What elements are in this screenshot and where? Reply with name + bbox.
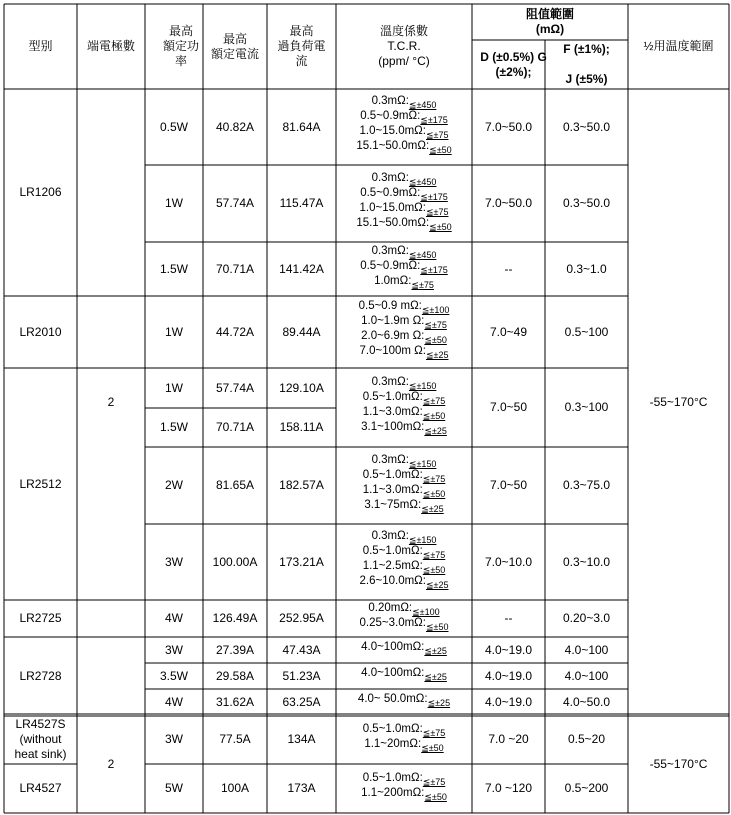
tcr-range: 15.1~50.0mΩ: xyxy=(356,140,430,152)
tcr-value: ≦±75 xyxy=(425,130,449,140)
tcr-value: ≦±25 xyxy=(425,350,449,360)
cell-overload-current: 89.44A xyxy=(282,324,321,339)
cell-range-dg: 7.0~50.0 xyxy=(484,196,533,210)
tcr-value: ≦±50 xyxy=(424,335,447,345)
model-lr2010: LR2010 xyxy=(19,324,62,339)
cell-rated-power: 1W xyxy=(165,196,183,210)
tcr-line xyxy=(363,544,446,559)
tcr-value: ≦±50 xyxy=(429,221,452,232)
tcr-range: 1.1~3.0mΩ: xyxy=(362,483,423,496)
tcr-line xyxy=(372,529,437,544)
tcr-range: 0.5~1.0mΩ: xyxy=(362,468,423,481)
tcr-line xyxy=(360,344,449,359)
header-tolerance-dg: D (±0.5%) G (±2%); xyxy=(480,49,547,79)
tcr-value: ≦±25 xyxy=(424,425,447,436)
tcr-line xyxy=(360,186,448,201)
tcr-line xyxy=(364,737,443,752)
header-max-overload: 最高 過負荷電 流 xyxy=(277,24,326,68)
tcr-value: ≦±25 xyxy=(427,697,451,708)
cell-range-dg-merged: 7.0~50 xyxy=(489,400,528,414)
tcr-range: 15.1~50.0mΩ: xyxy=(356,216,430,229)
cell-range-dg: 4.0~19.0 xyxy=(484,668,533,683)
tcr-line xyxy=(372,94,437,109)
tcr-line xyxy=(363,405,446,420)
tcr-value: ≦±75 xyxy=(411,279,434,290)
tcr-line xyxy=(361,786,447,801)
cell-range-dg: 4.0~19.0 xyxy=(484,694,533,709)
cell-range-fj: 4.0~50.0 xyxy=(562,694,611,709)
tcr-value: ≦±25 xyxy=(425,580,449,590)
cell-tcr xyxy=(336,89,472,165)
tcr-line xyxy=(372,171,437,186)
tcr-line xyxy=(372,375,437,390)
cell-rated-current: 40.82A xyxy=(215,119,255,134)
tcr-line xyxy=(363,483,446,498)
temperature-group-2: -55~170°C xyxy=(649,756,708,771)
tcr-value: ≦±50 xyxy=(422,565,446,575)
cell-overload-current: 81.64A xyxy=(282,119,321,134)
cell-overload-current: 134A xyxy=(287,732,316,746)
tcr-line xyxy=(361,640,447,655)
tcr-range: 0.5~0.9 mΩ: xyxy=(358,300,422,312)
tcr-line xyxy=(360,259,448,274)
tcr-range: 0.3mΩ: xyxy=(371,453,409,466)
tcr-value: ≦±75 xyxy=(422,776,446,787)
header-temperature-range: ½用温度範圍 xyxy=(643,39,714,53)
tcr-value: ≦±50 xyxy=(425,621,449,632)
tcr-value: ≦±150 xyxy=(408,458,437,469)
cell-rated-current: 70.71A xyxy=(215,261,255,276)
cell-range-dg: 7.0 ~20 xyxy=(488,732,529,746)
tcr-line xyxy=(363,390,446,405)
tcr-range: 0.5~1.0mΩ: xyxy=(362,545,423,557)
tcr-line xyxy=(359,299,450,314)
model-lr2728: LR2728 xyxy=(19,668,62,683)
cell-range-dg: 7.0~10.0 xyxy=(484,554,533,569)
tcr-range: 0.3mΩ: xyxy=(371,171,409,184)
model-lr2725: LR2725 xyxy=(19,611,62,625)
tcr-line xyxy=(360,616,449,631)
terminals-group-1: 2 xyxy=(107,394,115,409)
tcr-range: 0.5~0.9mΩ: xyxy=(360,110,421,122)
tcr-line xyxy=(356,216,451,231)
cell-range-dg: -- xyxy=(504,261,513,276)
tcr-value: ≦±175 xyxy=(420,264,448,275)
temperature-group-1: -55~170°C xyxy=(649,394,708,409)
tcr-range: 0.3mΩ: xyxy=(371,375,409,388)
cell-rated-power: 3.5W xyxy=(159,668,188,683)
tcr-line xyxy=(372,244,437,259)
tcr-value: ≦±75 xyxy=(422,473,446,484)
cell-rated-current: 77.5A xyxy=(219,732,251,746)
tcr-range: 4.0~100mΩ: xyxy=(361,666,425,679)
cell-rated-current: 29.58A xyxy=(215,668,255,683)
cell-range-fj: 0.3~50.0 xyxy=(562,119,611,134)
cell-range-dg: 7.0~50 xyxy=(489,478,528,492)
cell-overload-current: 173.21A xyxy=(279,554,324,569)
tcr-line xyxy=(360,574,449,589)
cell-range-fj: 4.0~100 xyxy=(564,642,609,657)
cell-rated-power: 1.5W xyxy=(159,261,188,276)
tcr-value: ≦±175 xyxy=(420,115,448,125)
cell-rated-power: 3W xyxy=(165,642,183,657)
cell-tcr xyxy=(336,637,472,663)
terminals-group-2: 2 xyxy=(107,756,115,771)
cell-tcr xyxy=(336,715,472,764)
tcr-value: ≦±100 xyxy=(421,305,450,315)
cell-rated-power: 5W xyxy=(165,781,183,795)
tcr-line xyxy=(361,666,447,681)
tcr-range: 0.5~1.0mΩ: xyxy=(362,722,423,735)
cell-range-fj: 0.5~20 xyxy=(567,732,606,746)
tcr-line xyxy=(358,692,450,707)
cell-tcr xyxy=(336,524,472,600)
cell-rated-current: 57.74A xyxy=(215,380,255,395)
tcr-line xyxy=(363,771,446,786)
tcr-line xyxy=(363,722,446,737)
tcr-value: ≦±450 xyxy=(408,176,437,187)
cell-tcr xyxy=(336,663,472,689)
cell-overload-current: 115.47A xyxy=(279,196,324,210)
cell-range-fj: 0.3~10.0 xyxy=(562,554,611,569)
header-model: 型别 xyxy=(28,39,53,53)
tcr-range: 2.0~6.9m Ω: xyxy=(361,330,425,342)
cell-rated-power: 2W xyxy=(165,478,183,492)
cell-rated-current: 100.00A xyxy=(212,554,258,569)
cell-rated-current: 27.39A xyxy=(215,642,255,657)
tcr-line xyxy=(361,314,447,329)
tcr-line xyxy=(360,201,449,216)
tcr-value: ≦±150 xyxy=(408,535,437,545)
tcr-range: 1.0mΩ: xyxy=(374,274,412,287)
header-max-power: 最高 額定功率 xyxy=(162,24,199,68)
cell-rated-current: 57.74A xyxy=(215,196,255,210)
cell-range-dg: -- xyxy=(504,611,513,625)
tcr-range: 1.1~200mΩ: xyxy=(361,786,425,799)
tcr-line xyxy=(368,601,439,616)
tcr-range: 3.1~75mΩ: xyxy=(364,498,422,511)
cell-range-fj: 0.20~3.0 xyxy=(562,611,611,625)
cell-rated-current: 81.65A xyxy=(215,478,255,492)
tcr-range: 0.25~3.0mΩ: xyxy=(359,616,426,629)
cell-tcr-merged xyxy=(336,368,472,447)
header-terminals: 端電極數 xyxy=(86,39,135,53)
model-lr2512: LR2512 xyxy=(19,476,62,491)
cell-tcr xyxy=(336,600,472,637)
tcr-value: ≦±450 xyxy=(408,249,437,260)
tcr-value: ≦±25 xyxy=(424,671,447,682)
cell-range-fj: 0.3~75.0 xyxy=(562,478,611,492)
tcr-range: 0.3mΩ: xyxy=(371,530,409,542)
tcr-value: ≦±75 xyxy=(422,550,446,560)
cell-rated-power: 1.5W xyxy=(159,420,188,434)
tcr-value: ≦±175 xyxy=(420,191,448,202)
tcr-range: 0.5~1.0mΩ: xyxy=(362,390,423,403)
tcr-value: ≦±75 xyxy=(425,206,449,217)
cell-range-dg: 7.0~50.0 xyxy=(484,119,533,134)
tcr-value: ≦±25 xyxy=(421,503,444,514)
cell-overload-current: 158.11A xyxy=(279,420,324,434)
cell-overload-current: 252.95A xyxy=(279,611,324,625)
cell-tcr xyxy=(336,165,472,242)
tcr-range: 3.1~100mΩ: xyxy=(361,420,425,433)
cell-range-fj: 0.3~50.0 xyxy=(562,196,611,210)
tcr-value: ≦±50 xyxy=(424,791,447,802)
cell-overload-current: 51.23A xyxy=(282,668,321,683)
cell-range-fj: 0.3~1.0 xyxy=(566,261,607,276)
tcr-value: ≦±50 xyxy=(422,410,446,421)
header-tcr: 溫度係數 T.C.R. (ppm/ °C) xyxy=(378,24,430,68)
tcr-value: ≦±75 xyxy=(422,395,446,406)
cell-range-fj-merged: 0.3~100 xyxy=(564,400,609,414)
tcr-range: 4.0~100mΩ: xyxy=(361,640,425,653)
model-lr4527s: LR4527S (without heat sink) xyxy=(14,717,67,761)
tcr-range: 0.5~0.9mΩ: xyxy=(360,259,421,272)
cell-rated-current: 70.71A xyxy=(215,420,255,434)
tcr-line xyxy=(363,559,446,574)
cell-tcr xyxy=(336,242,472,296)
tcr-range: 1.0~15.0mΩ: xyxy=(359,125,426,137)
cell-rated-power: 3W xyxy=(165,554,183,569)
tcr-range: 1.0~1.9m Ω: xyxy=(361,315,425,327)
tcr-value: ≦±50 xyxy=(421,742,444,753)
tcr-range: 0.20mΩ: xyxy=(368,601,413,614)
cell-range-fj: 0.5~200 xyxy=(564,781,609,795)
tcr-range: 1.0~15.0mΩ: xyxy=(359,201,426,214)
tcr-line xyxy=(356,139,451,154)
model-lr4527: LR4527 xyxy=(19,781,62,795)
tcr-range: 0.3mΩ: xyxy=(371,244,409,257)
tcr-line xyxy=(360,124,449,139)
cell-rated-power: 4W xyxy=(165,611,183,625)
cell-overload-current: 47.43A xyxy=(282,642,321,657)
tcr-range: 1.1~3.0mΩ: xyxy=(362,405,423,418)
tcr-line xyxy=(372,453,437,468)
cell-tcr xyxy=(336,296,472,368)
cell-overload-current: 173A xyxy=(287,781,316,795)
cell-tcr xyxy=(336,764,472,813)
model-lr1206: LR1206 xyxy=(19,185,62,199)
cell-range-dg: 7.0~49 xyxy=(489,324,528,339)
cell-tcr xyxy=(336,689,472,715)
cell-rated-power: 0.5W xyxy=(159,119,188,134)
tcr-value: ≦±450 xyxy=(408,100,437,110)
cell-range-fj: 4.0~100 xyxy=(564,668,609,683)
tcr-line xyxy=(361,420,447,435)
cell-rated-current: 100A xyxy=(220,781,250,795)
tcr-range: 1.1~2.5mΩ: xyxy=(362,560,423,572)
cell-rated-power: 1W xyxy=(165,324,183,339)
cell-range-fj: 0.5~100 xyxy=(564,324,609,339)
cell-rated-power: 3W xyxy=(165,732,183,746)
tcr-line xyxy=(360,109,448,124)
tcr-line xyxy=(374,274,434,289)
header-resistance-range: 阻值範圍 (mΩ) xyxy=(525,7,574,36)
tcr-line xyxy=(361,329,447,344)
tcr-range: 7.0~100m Ω: xyxy=(359,345,426,357)
tcr-value: ≦±50 xyxy=(422,488,446,499)
cell-overload-current: 63.25A xyxy=(282,694,321,709)
tcr-line xyxy=(364,498,443,513)
cell-rated-power: 1W xyxy=(165,380,183,395)
cell-rated-current: 44.72A xyxy=(215,324,255,339)
header-tolerance-fj: F (±1%); J (±5%) xyxy=(563,42,610,86)
cell-rated-current: 31.62A xyxy=(215,694,255,709)
tcr-range: 0.3mΩ: xyxy=(371,95,409,107)
tcr-value: ≦±100 xyxy=(412,606,440,617)
cell-overload-current: 141.42A xyxy=(279,261,324,276)
cell-range-dg: 4.0~19.0 xyxy=(484,642,533,657)
cell-rated-power: 4W xyxy=(165,694,183,709)
cell-overload-current: 129.10A xyxy=(279,380,324,395)
tcr-value: ≦±75 xyxy=(422,727,446,738)
tcr-range: 1.1~20mΩ: xyxy=(364,737,422,750)
tcr-value: ≦±50 xyxy=(429,145,452,155)
tcr-range: 4.0~ 50.0mΩ: xyxy=(357,692,428,705)
cell-range-dg: 7.0 ~120 xyxy=(484,781,533,795)
tcr-line xyxy=(363,468,446,483)
tcr-value: ≦±75 xyxy=(424,320,447,330)
tcr-range: 0.5~1.0mΩ: xyxy=(362,771,423,784)
tcr-value: ≦±150 xyxy=(408,380,437,391)
cell-overload-current: 182.57A xyxy=(279,478,324,492)
tcr-value: ≦±25 xyxy=(424,645,447,656)
header-max-current: 最高 額定電流 xyxy=(210,31,259,61)
cell-tcr xyxy=(336,447,472,524)
tcr-range: 2.6~10.0mΩ: xyxy=(359,575,426,587)
cell-rated-current: 126.49A xyxy=(212,611,258,625)
tcr-range: 0.5~0.9mΩ: xyxy=(360,186,421,199)
